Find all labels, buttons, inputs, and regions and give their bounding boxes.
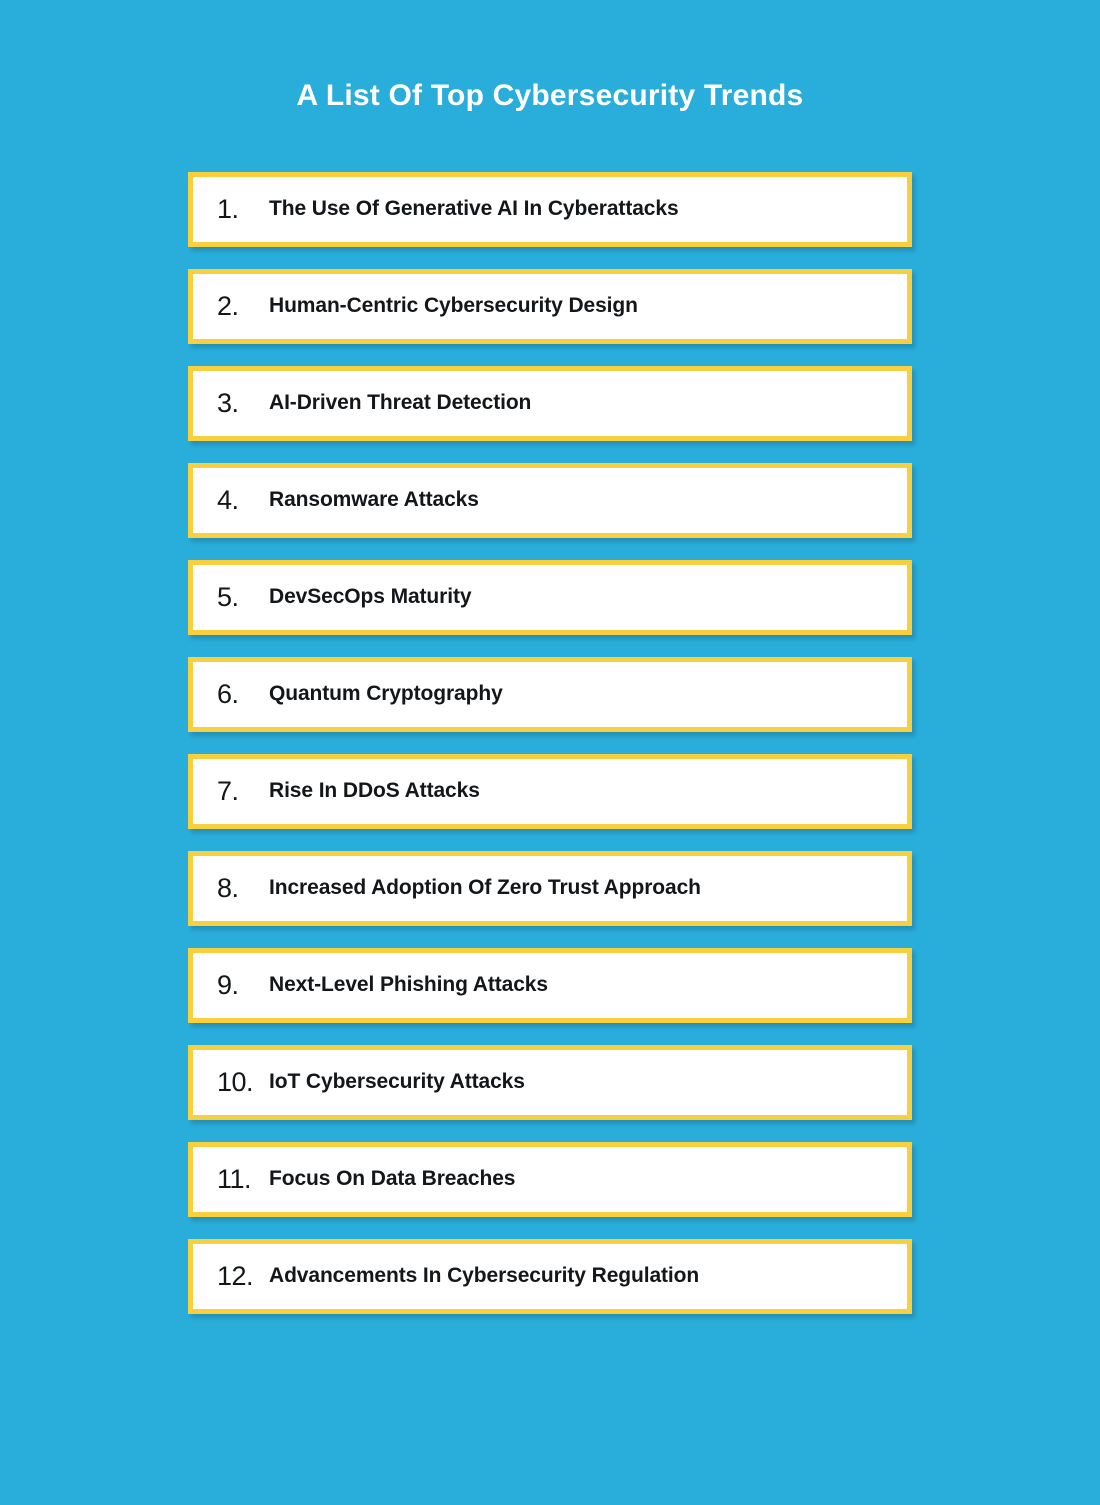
- list-item-content: [193, 1050, 907, 1115]
- list-item-content: [193, 759, 907, 824]
- list-item: [188, 851, 912, 926]
- list-item: [188, 463, 912, 538]
- list-item-number: 10.: [217, 1067, 254, 1097]
- list-item-number: 3.: [217, 388, 239, 418]
- list-item-label: The Use Of Generative AI In Cyberattacks: [269, 197, 679, 221]
- list-item-content: [193, 953, 907, 1018]
- list-item-label: AI-Driven Threat Detection: [269, 391, 532, 415]
- list-item: [188, 366, 912, 441]
- list-item: [188, 172, 912, 247]
- list-item-number: 1.: [217, 194, 239, 224]
- list-item-content: [193, 856, 907, 921]
- list-item-number: 5.: [217, 582, 239, 612]
- list-item-content: [193, 274, 907, 339]
- list-item-label: Ransomware Attacks: [269, 488, 479, 512]
- list-item-label: Human-Centric Cybersecurity Design: [269, 294, 638, 318]
- list-item-label: Quantum Cryptography: [269, 682, 503, 706]
- list-item-number: 7.: [217, 776, 239, 806]
- list-item: [188, 657, 912, 732]
- list-item-label: DevSecOps Maturity: [269, 585, 472, 609]
- list-item-content: [193, 177, 907, 242]
- list-item-content: [193, 662, 907, 727]
- page-title: A List Of Top Cybersecurity Trends: [296, 79, 804, 112]
- list-item: [188, 948, 912, 1023]
- list-item-label: Increased Adoption Of Zero Trust Approach: [269, 876, 701, 900]
- list-item-label: Rise In DDoS Attacks: [269, 779, 480, 803]
- list-item: [188, 1239, 912, 1314]
- list-item-content: [193, 371, 907, 436]
- list-item-number: 2.: [217, 291, 239, 321]
- list-item: [188, 1142, 912, 1217]
- list-item: [188, 560, 912, 635]
- list-item: [188, 269, 912, 344]
- list-item-number: 9.: [217, 970, 239, 1000]
- list-item-content: [193, 1147, 907, 1212]
- list-item-number: 4.: [217, 485, 239, 515]
- list-item-label: Advancements In Cybersecurity Regulation: [269, 1264, 700, 1288]
- list-item-label: Next-Level Phishing Attacks: [269, 973, 548, 997]
- trend-list: [188, 114, 912, 1314]
- list-item-label: Focus On Data Breaches: [269, 1167, 516, 1191]
- list-item: [188, 1045, 912, 1120]
- list-item: [188, 754, 912, 829]
- list-item-number: 6.: [217, 679, 239, 709]
- list-item-content: [193, 468, 907, 533]
- list-item-number: 11.: [217, 1164, 252, 1194]
- list-item-content: [193, 1244, 907, 1309]
- list-item-label: IoT Cybersecurity Attacks: [269, 1070, 525, 1094]
- list-item-number: 12.: [217, 1261, 254, 1291]
- list-item-content: [193, 565, 907, 630]
- list-item-number: 8.: [217, 873, 239, 903]
